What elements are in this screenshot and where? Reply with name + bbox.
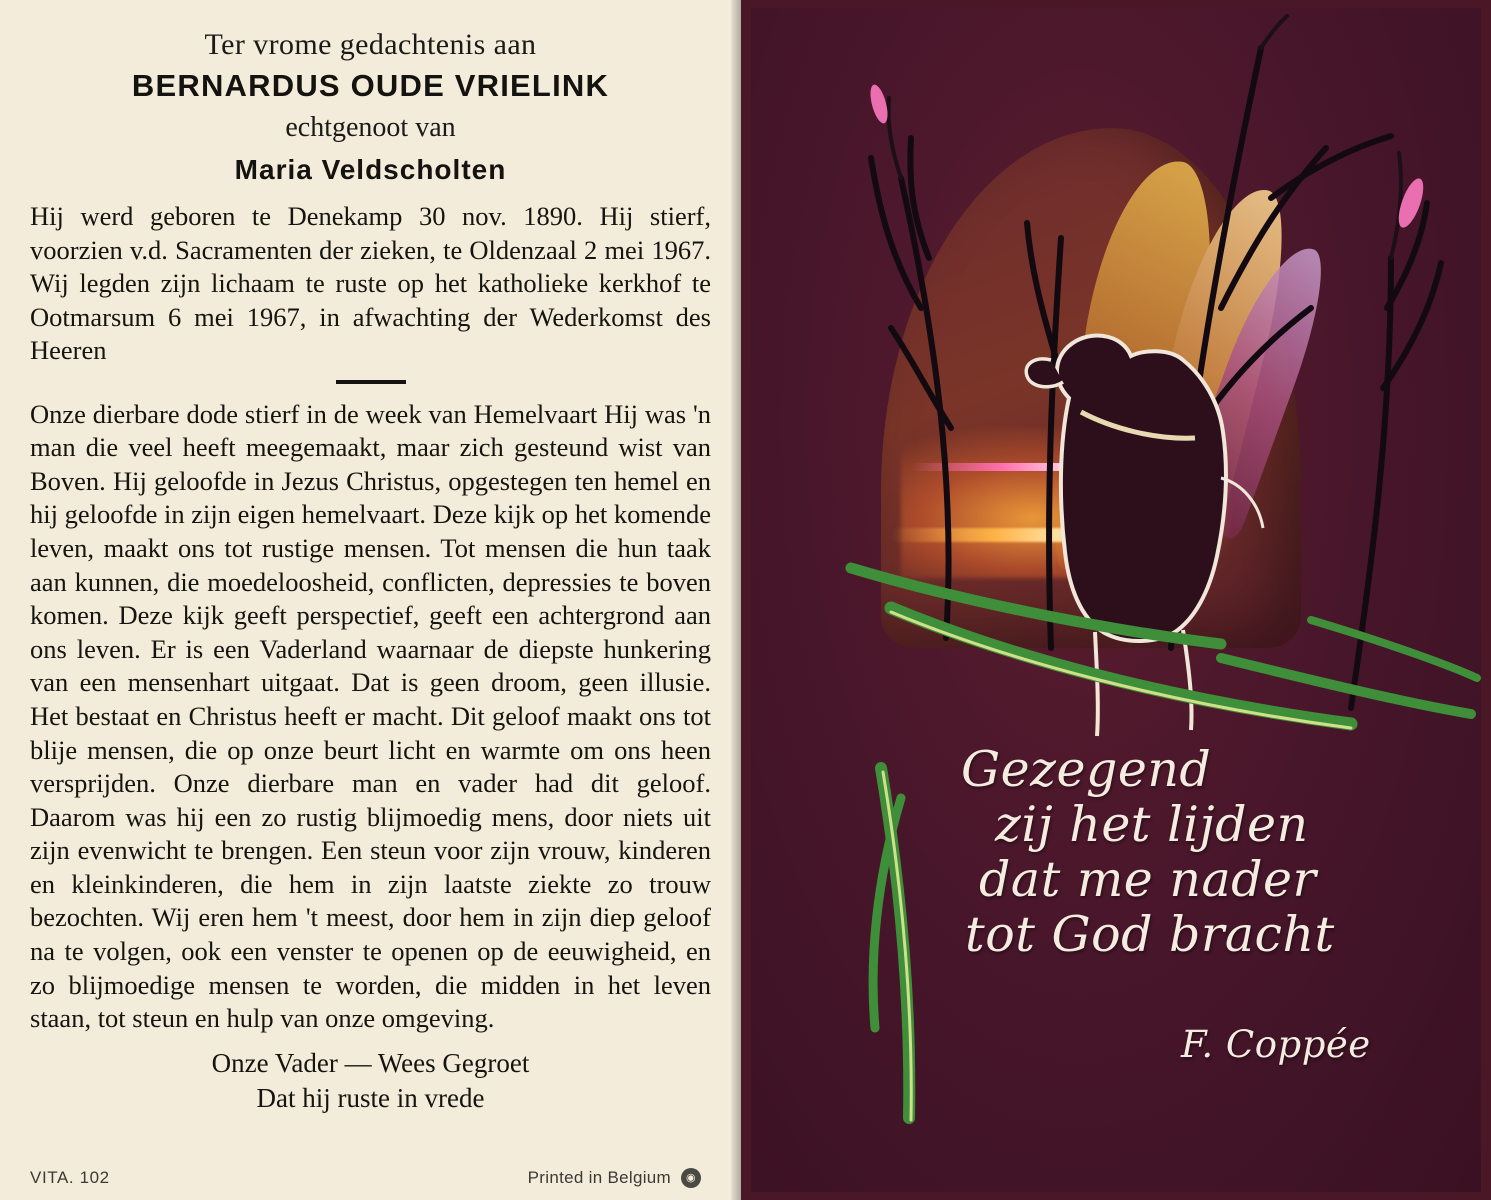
- verse-line-3: dat me nader: [979, 850, 1317, 908]
- rest-in-peace-line: Dat hij ruste in vrede: [256, 1082, 485, 1113]
- thicket-and-lamb-illustration: [751, 8, 1481, 1192]
- relation-label: echtgenoot van: [285, 112, 456, 143]
- spouse-name: Maria Veldscholten: [234, 154, 507, 185]
- deceased-name: BERNARDUS OUDE VRIELINK: [131, 68, 610, 103]
- verse-line-4: tot God bracht: [965, 905, 1335, 963]
- dedication-line: Ter vrome gedachtenis aan: [204, 28, 537, 61]
- printed-in-label: Printed in Belgium: [527, 1168, 671, 1187]
- footer-code: VITA. 102: [30, 1168, 110, 1187]
- artwork-canvas: [751, 8, 1481, 1192]
- biography-paragraph: Hij werd geboren te Denekamp 30 nov. 1890. Hij stierf, voorzien v.d. Sacramenten der zieken, te Oldenzaal 2 mei 1967. Wij legden zijn lichaam te ruste op het katholieke kerkhof te Ootmarsum 6 mei 1967, in afwachting der Wederkomst des Heeren: [30, 201, 711, 366]
- divider-rule: [336, 380, 406, 384]
- footer-printer: [528, 1168, 701, 1188]
- verse-text: [961, 743, 1481, 963]
- prayer-line: Onze Vader — Wees Gegroet: [211, 1047, 530, 1078]
- verse-line-1: Gezegend: [961, 741, 1212, 798]
- prayer-block: [30, 1046, 711, 1116]
- memorial-card-image-side: [741, 0, 1491, 1200]
- author-signature: F. Coppée: [1181, 1023, 1371, 1066]
- printer-logo-icon: ◉: [681, 1168, 701, 1188]
- verse-line-2: zij het lijden: [995, 795, 1309, 853]
- lamb-figure: [1026, 336, 1263, 736]
- memorial-paragraph: Onze dierbare dode stierf in de week van Hemelvaart Hij was 'n man die veel heeft meegemaakt, maar zich gesteund wist van Boven. Hij geloofde in Jezus Christus, opgestegen ten hemel en hij geloofde in zijn eigen hemelvaart. Deze kijk op het komende leven, maakt ons tot rustige mensen. Tot mensen die hun taak aan kunnen, die moedeloosheid, conflicten, depressies te boven komen. Deze kijk geeft perspectief, geeft een achtergrond aan ons leven. Er is een Vaderland waarnaar de diepste hunkering van een mensenhart uitgaat. Dat is geen droom, geen illusie. Het bestaat en Christus heeft er macht. Dit geloof maakt ons tot blije mensen, die op onze beurt licht en warmte om ons heen versprijden. Onze dierbare man en vader had dit geloof. Daarom was hij een zo rustig blijmoedig mens, door niets uit zijn evenwicht te brengen. Een steun voor zijn vrouw, kinderen en kleinkinderen, die hem in zijn laatste ziekte zo trouw bezochten. Wij eren hem 't meest, door hem in zijn diep geloof na te volgen, ook een venster te openen op de eeuwigheid, en zo blijmoedige mensen te worden, die midden in het leven staan, tot steun en hulp van onze omgeving.: [30, 398, 711, 1034]
- memorial-card-text-side: [0, 0, 741, 1200]
